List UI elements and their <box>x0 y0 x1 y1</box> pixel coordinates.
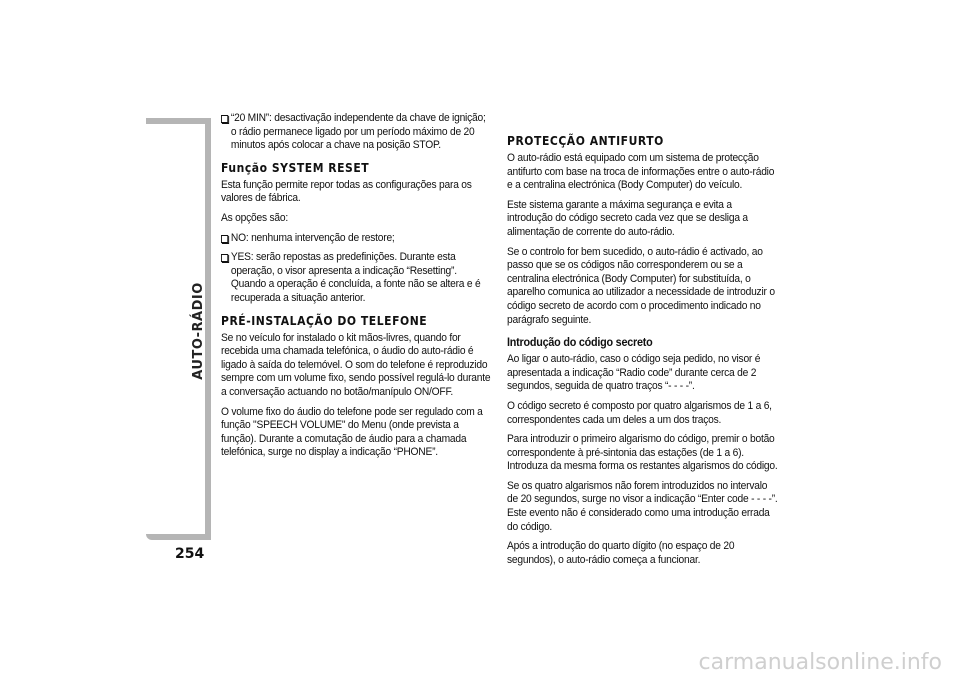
sidebar-bottom-rule <box>146 534 211 540</box>
list-item <box>221 232 493 246</box>
bullet-no-text: NO: nenhuma intervenção de restore; <box>230 231 395 244</box>
antitheft-paragraph-3: Se o controlo for bem sucedido, o auto-rádio é activado, ao passo que se os códigos não corresponderem ou se a centralina electrónica (Body Computer) for substituída, o aparelho comunica ao utilizador a necessidade de introduzir o código secreto de acordo com o procedimento indicado no parágrafo seguinte. <box>507 245 775 326</box>
watermark: carmanualsonline.info <box>698 650 942 675</box>
pre-install-paragraph-2: O volume fixo do áudio do telefone pode ser regulado com a função "SPEECH VOLUME" do Menu (onde prevista a função). Durante a comutação de áudio para a chamada telefónica, surge no display a indicação “PHONE”. <box>221 405 483 459</box>
antitheft-paragraph-1: O auto-rádio está equipado com um sistema de protecção antifurto com base na troca de informações entre o auto-rádio e a centralina electrónica (Body Computer) do veículo. <box>507 152 775 192</box>
right-column <box>507 134 779 573</box>
code-paragraph-5: Após a introdução do quarto dígito (no espaço de 20 segundos), o auto-rádio começa a funcionar. <box>507 540 735 566</box>
code-paragraph-1: Ao ligar o auto-rádio, caso o código seja pedido, no visor é apresentada a indicação “Radio code” durante cerca de 2 segundos, seguida de quatro traços “- - - -”. <box>507 353 761 393</box>
checkbox-bullet-icon <box>221 235 228 243</box>
bullet-20min-text: “20 MIN”: desactivação independente da chave de ignição; o rádio permanece ligado por um período máximo de 20 minutos após colocar a chave na posição STOP. <box>230 112 486 152</box>
system-reset-heading: Função SYSTEM RESET <box>221 160 370 175</box>
antitheft-paragraph-2: Este sistema garante a máxima segurança e evita a introdução do código secreto cada vez que se desliga a alimentação de corrente do auto-rádio. <box>507 198 748 238</box>
options-intro: As opções são: <box>221 211 288 224</box>
code-paragraph-3: Para introduzir o primeiro algarismo do código, premir o botão correspondente à pré-sintonia das estações (de 1 a 6). Introduza da mesma forma os restantes algarismos do código. <box>507 433 778 473</box>
code-heading: Introdução do código secreto <box>507 335 653 350</box>
bullet-yes-text: YES: serão repostas as predefinições. Durante esta operação, o visor apresenta a indicação “Resetting”. Quando a operação é concluída, a fonte não se altera e é recuperada a situação anterior. <box>230 251 481 304</box>
code-paragraph-2: O código secreto é composto por quatro algarismos de 1 a 6, correspondentes cada um deles a um dos traços. <box>507 399 772 426</box>
pre-install-paragraph-1: Se no veículo for instalado o kit mãos-livres, quando for recebida uma chamada telefónica, o áudio do auto-rádio é ligado à saída do telemóvel. O som do telefone é reproduzido sempre com um volume fixo, sendo possível regulá-lo durante a conversação actuando no botão/manípulo ON/OFF. <box>221 331 491 398</box>
pre-install-heading: PRÉ-INSTALAÇÃO DO TELEFONE <box>221 313 428 328</box>
checkbox-bullet-icon <box>221 254 228 262</box>
list-item <box>221 251 493 305</box>
section-label: AUTO-RÁDIO <box>191 282 206 380</box>
antitheft-heading: PROTECÇÃO ANTIFURTO <box>507 134 664 148</box>
code-paragraph-4: Se os quatro algarismos não forem introduzidos no intervalo de 20 segundos, surge no visor a indicação “Enter code - - - -”. Este evento não é considerado como uma introdução errada do código. <box>507 479 778 533</box>
sidebar-top-rule <box>146 118 211 124</box>
system-reset-paragraph: Esta função permite repor todas as configurações para os valores de fábrica. <box>221 178 472 205</box>
page-number: 254 <box>175 546 205 562</box>
left-column <box>221 112 493 466</box>
list-item <box>221 112 493 153</box>
checkbox-bullet-icon <box>221 115 228 123</box>
